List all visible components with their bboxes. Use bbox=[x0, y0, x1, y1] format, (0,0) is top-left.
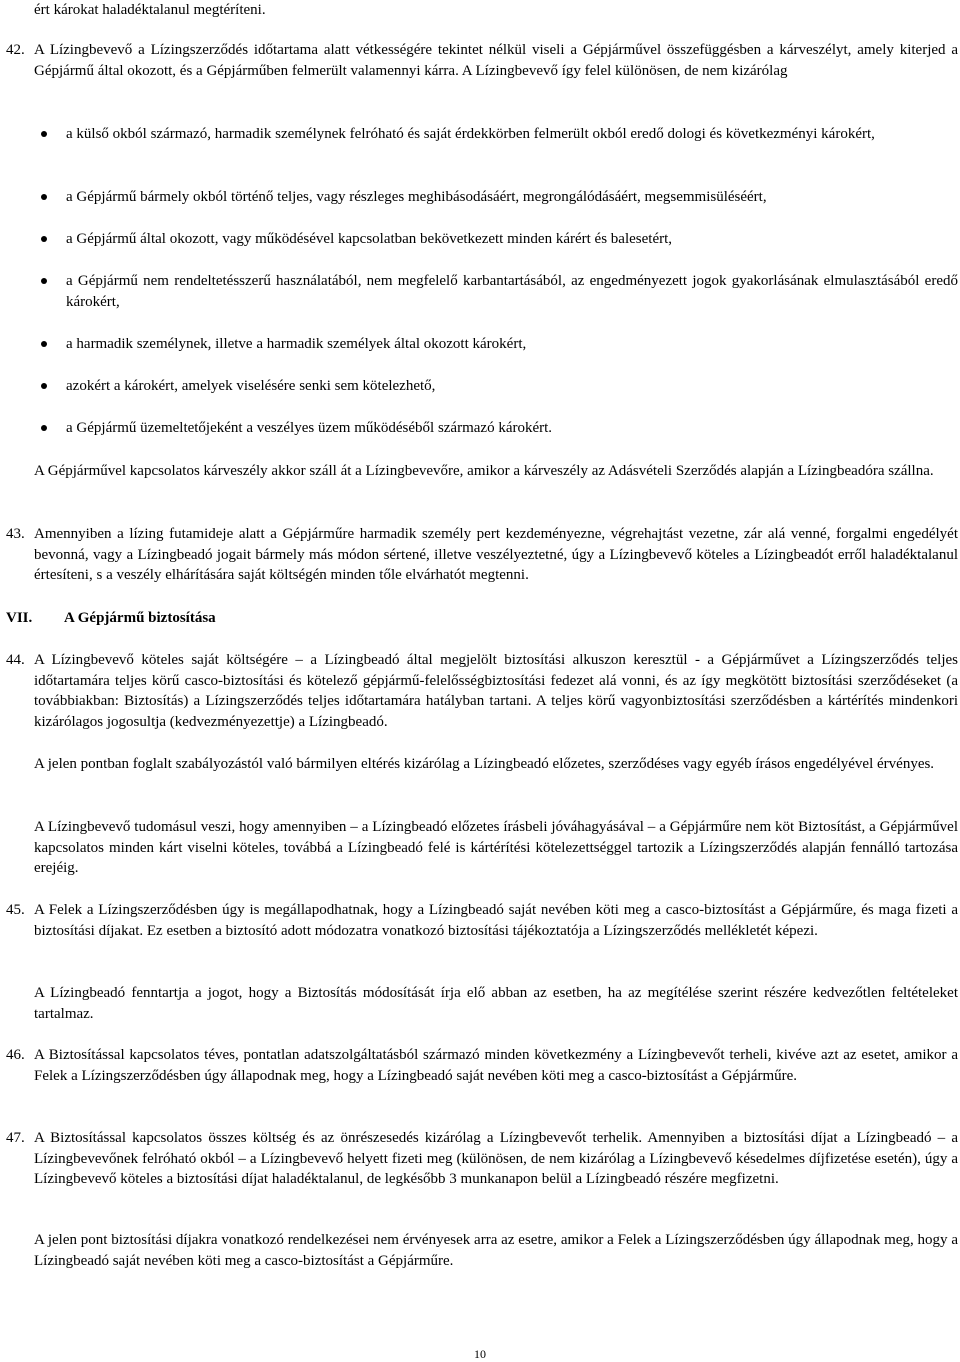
clause-44 bbox=[6, 650, 958, 732]
clause-42-number: 42. bbox=[6, 42, 25, 58]
clause-44-number: 44. bbox=[6, 652, 25, 668]
clause-42-closing: A Gépjárművel kapcsolatos kárveszély akkor száll át a Lízingbevevőre, amikor a kárveszély az Adásvételi Szerződés alapján a Lízingbeadóra szállna. bbox=[34, 463, 934, 479]
bullet-item: a Gépjármű nem rendeltetésszerű használatából, nem megfelelő karbantartásából, az engedményezett jogok gyakorlásának elmulasztásából eredő károkért, bbox=[66, 271, 958, 312]
clause-45-number: 45. bbox=[6, 902, 25, 918]
clause-45-paragraph-2: A Lízingbeadó fenntartja a jogot, hogy a Biztosítás módosítását írja elő abban az esetben, ha az megítélése szerint részére kedvezőtlen feltételeket tartalmaz. bbox=[34, 985, 958, 1022]
clause-44-paragraph-3: A Lízingbevevő tudomásul veszi, hogy amennyiben – a Lízingbeadó előzetes írásbeli jóváhagyásával – a Gépjárműre nem köt Biztosítást, a Gépjárművel kapcsolatos minden kárt viselni köteles, továbbá a Lízingbeadó felé is kártérítési kötelezettséggel tartozik a Lízingszerződés alapján fennálló tartozása erejéig. bbox=[34, 819, 958, 876]
clause-42 bbox=[6, 40, 958, 81]
bullet-item: a harmadik személynek, illetve a harmadik személyek által okozott károkért, bbox=[66, 334, 958, 355]
top-line: ért károkat haladéktalanul megtéríteni. bbox=[34, 2, 266, 18]
clause-46-text: A Biztosítással kapcsolatos téves, pontatlan adatszolgáltatásból származó minden következmény a Lízingbevevőt terheli, kivéve azt az esetet, amikor a Felek a Lízingszerződésben úgy állapodnak meg, hogy a Lízingbeadó saját nevében köti meg a casco-biztosítást a Gépjárműre. bbox=[34, 1047, 958, 1084]
clause-47-number: 47. bbox=[6, 1130, 25, 1146]
clause-47-paragraph-2: A jelen pont biztosítási díjakra vonatkozó rendelkezései nem érvényesek arra az esetre, amikor a Felek a Lízingszerződésben úgy állapodnak meg, hogy a Lízingbeadó saját nevében köti meg a casco-biztosítást a Gépjárműre. bbox=[34, 1232, 958, 1269]
bullet-item: azokért a károkért, amelyek viselésére senki sem kötelezhető, bbox=[66, 376, 958, 397]
section-heading-number: VII. bbox=[6, 610, 33, 626]
bullet-item: a Gépjármű által okozott, vagy működésével kapcsolatban bekövetkezett minden kárért és balesetért, bbox=[66, 229, 958, 250]
clause-44-paragraph-2: A jelen pontban foglalt szabályozástól való bármilyen eltérés kizárólag a Lízingbeadó előzetes, szerződéses vagy egyéb írásos engedélyével érvényes. bbox=[34, 756, 935, 772]
clause-46-number: 46. bbox=[6, 1047, 25, 1063]
section-heading bbox=[6, 608, 906, 629]
clause-42-text: A Lízingbevevő a Lízingszerződés időtartama alatt vétkességére tekintet nélkül viseli a Gépjárművel összefüggésben a kárveszélyt, amely kiterjed a Gépjármű által okozott, és a Gépjárműben felmerült valamennyi kárra. A Lízingbevevő így felel különösen, de nem kizárólag bbox=[34, 42, 958, 79]
clause-45-text: A Felek a Lízingszerződésben úgy is megállapodhatnak, hogy a Lízingbeadó saját nevében köti meg a casco-biztosítást a Gépjárműre, és maga fizeti a biztosítási díjakat. Ez esetben a biztosító adott módozatra vonatkozó biztosítási tájékoztatója a Lízingszerződés mellékletét képezi. bbox=[34, 902, 958, 939]
clause-47 bbox=[6, 1128, 958, 1190]
bullet-item: a Gépjármű bármely okból történő teljes, vagy részleges meghibásodásáért, megrongálódásáért, megsemmisüléséért, bbox=[66, 187, 958, 208]
bullet-item: a külső okból származó, harmadik személynek felróható és saját érdekkörben felmerült okból eredő dologi és következményi károkért, bbox=[66, 124, 958, 145]
section-heading-title: A Gépjármű biztosítása bbox=[64, 610, 216, 626]
clause-47-text: A Biztosítással kapcsolatos összes költség és az önrészesedés kizárólag a Lízingbevevőt terhelik. Amennyiben a biztosítási díjat a Lízingbeadó – a Lízingbevevőnek felróható okból – a Lízingbevevő helyett fizeti meg (különösen, de nem kizárólag a Lízingbevevő késedelmes díjfizetése esetén), úgy a Lízingbevevő köteles a biztosítási díjat haladéktalanul, de legkésőbb 3 munkanapon belül a Lízingbeadó részére megfizetni. bbox=[34, 1130, 958, 1187]
clause-43 bbox=[6, 524, 958, 586]
clause-46 bbox=[6, 1045, 958, 1086]
clause-45 bbox=[6, 900, 958, 941]
clause-43-text: Amennyiben a lízing futamideje alatt a Gépjárműre harmadik személy pert kezdeményezne, végrehajtást vezetne, zár alá venné, forgalmi engedélyét bevonná, vagy a Lízingbeadó jogait bármely más módon sértené, illetve veszélyeztetné, úgy a Lízingbevevő köteles a Lízingbeadót erről haladéktalanul értesíteni, s a veszély elhárítására saját költségén minden tőle elvárhatót megtenni. bbox=[34, 526, 958, 583]
bullet-item: a Gépjármű üzemeltetőjeként a veszélyes üzem működéséből származó károkért. bbox=[66, 418, 958, 439]
clause-43-number: 43. bbox=[6, 526, 25, 542]
clause-44-text: A Lízingbevevő köteles saját költségére – a Lízingbeadó által megjelölt biztosítási alkuszon keresztül - a Gépjárművet a Lízingszerződés teljes időtartamára teljes körű casco-biztosítási és kötelező gépjármű-felelősségbiztosítási fedezet alá vonni, és az így megkötött biztosítási szerződéseket (a továbbiakban: Biztosítás) a Lízingszerződés teljes időtartamára hatályban tartani. A teljes körű vagyonbiztosítási szerződésben a kártérítés mindenkori kizárólagos jogosultja (kedvezményezettje) a Lízingbeadó. bbox=[34, 652, 958, 730]
page-number: 10 bbox=[474, 1347, 486, 1361]
